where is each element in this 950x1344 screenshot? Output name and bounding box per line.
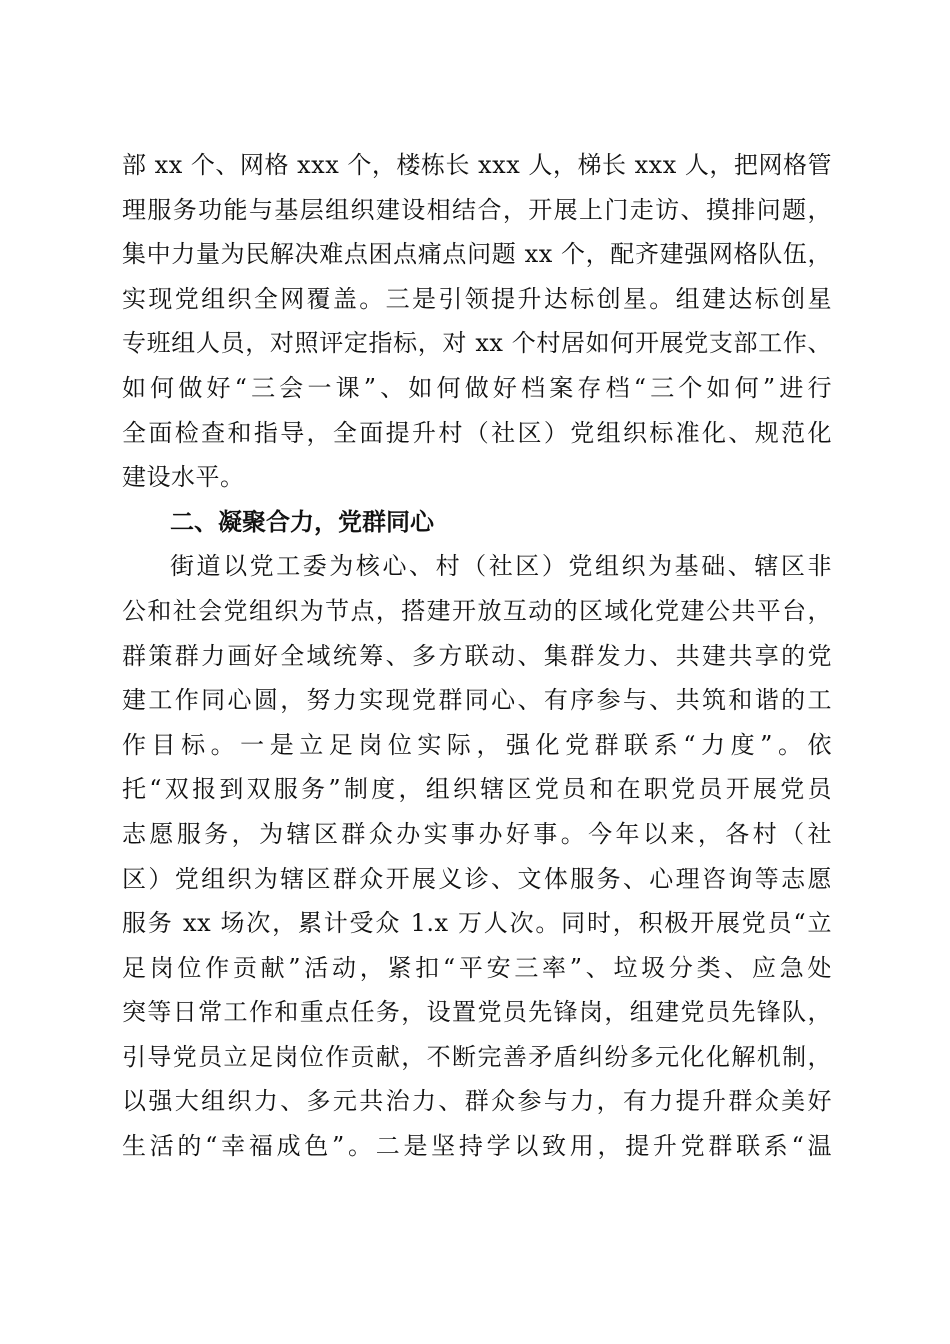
text-line: 建设水平。 xyxy=(122,463,245,492)
text-line: 足岗位作贡献”活动，紧扣“平安三率”、垃圾分类、应急处 xyxy=(122,953,832,982)
paragraph-party-masses xyxy=(122,544,832,1168)
text-line: 托“双报到双服务”制度，组织辖区党员和在职党员开展党员 xyxy=(122,775,832,804)
text-line: 全面检查和指导，全面提升村（社区）党组织标准化、规范化 xyxy=(122,418,832,447)
paragraph-grid-management xyxy=(122,143,832,500)
text-line: 街道以党工委为核心、村（社区）党组织为基础、辖区非 xyxy=(170,552,832,581)
text-line: 集中力量为民解决难点困点痛点问题 xx 个，配齐建强网格队伍， xyxy=(122,240,832,269)
text-line: 专班组人员，对照评定指标，对 xx 个村居如何开展党支部工作、 xyxy=(122,329,832,358)
text-line: 公和社会党组织为节点，搭建开放互动的区域化党建公共平台， xyxy=(122,596,832,625)
text-line: 区）党组织为辖区群众开展义诊、文体服务、心理咨询等志愿 xyxy=(122,864,832,893)
text-line: 生活的“幸福成色”。二是坚持学以致用，提升党群联系“温 xyxy=(122,1132,832,1161)
text-line: 作目标。一是立足岗位实际，强化党群联系“力度”。依 xyxy=(122,730,832,759)
text-line: 服务 xx 场次，累计受众 1.x 万人次。同时，积极开展党员“立 xyxy=(122,909,832,938)
text-line: 实现党组织全网覆盖。三是引领提升达标创星。组建达标创星 xyxy=(122,284,832,313)
text-line: 如何做好“三会一课”、如何做好档案存档“三个如何”进行 xyxy=(122,373,832,402)
text-line: 志愿服务，为辖区群众办实事办好事。今年以来，各村（社 xyxy=(122,819,832,848)
text-line: 群策群力画好全域统筹、多方联动、集群发力、共建共享的党 xyxy=(122,641,832,670)
text-line: 以强大组织力、多元共治力、群众参与力，有力提升群众美好 xyxy=(122,1087,832,1116)
text-line: 引导党员立足岗位作贡献，不断完善矛盾纠纷多元化化解机制， xyxy=(122,1042,832,1071)
text-line: 突等日常工作和重点任务，设置党员先锋岗，组建党员先锋队， xyxy=(122,998,832,1027)
section-heading: 二、凝聚合力，党群同心 xyxy=(170,507,434,536)
text-line: 建工作同心圆，努力实现党群同心、有序参与、共筑和谐的工 xyxy=(122,686,832,715)
text-line: 理服务功能与基层组织建设相结合，开展上门走访、摸排问题， xyxy=(122,195,832,224)
document-body xyxy=(122,143,832,1169)
text-line: 部 xx 个、网格 xxx 个，楼栋长 xxx 人，梯长 xxx 人，把网格管 xyxy=(122,151,832,179)
